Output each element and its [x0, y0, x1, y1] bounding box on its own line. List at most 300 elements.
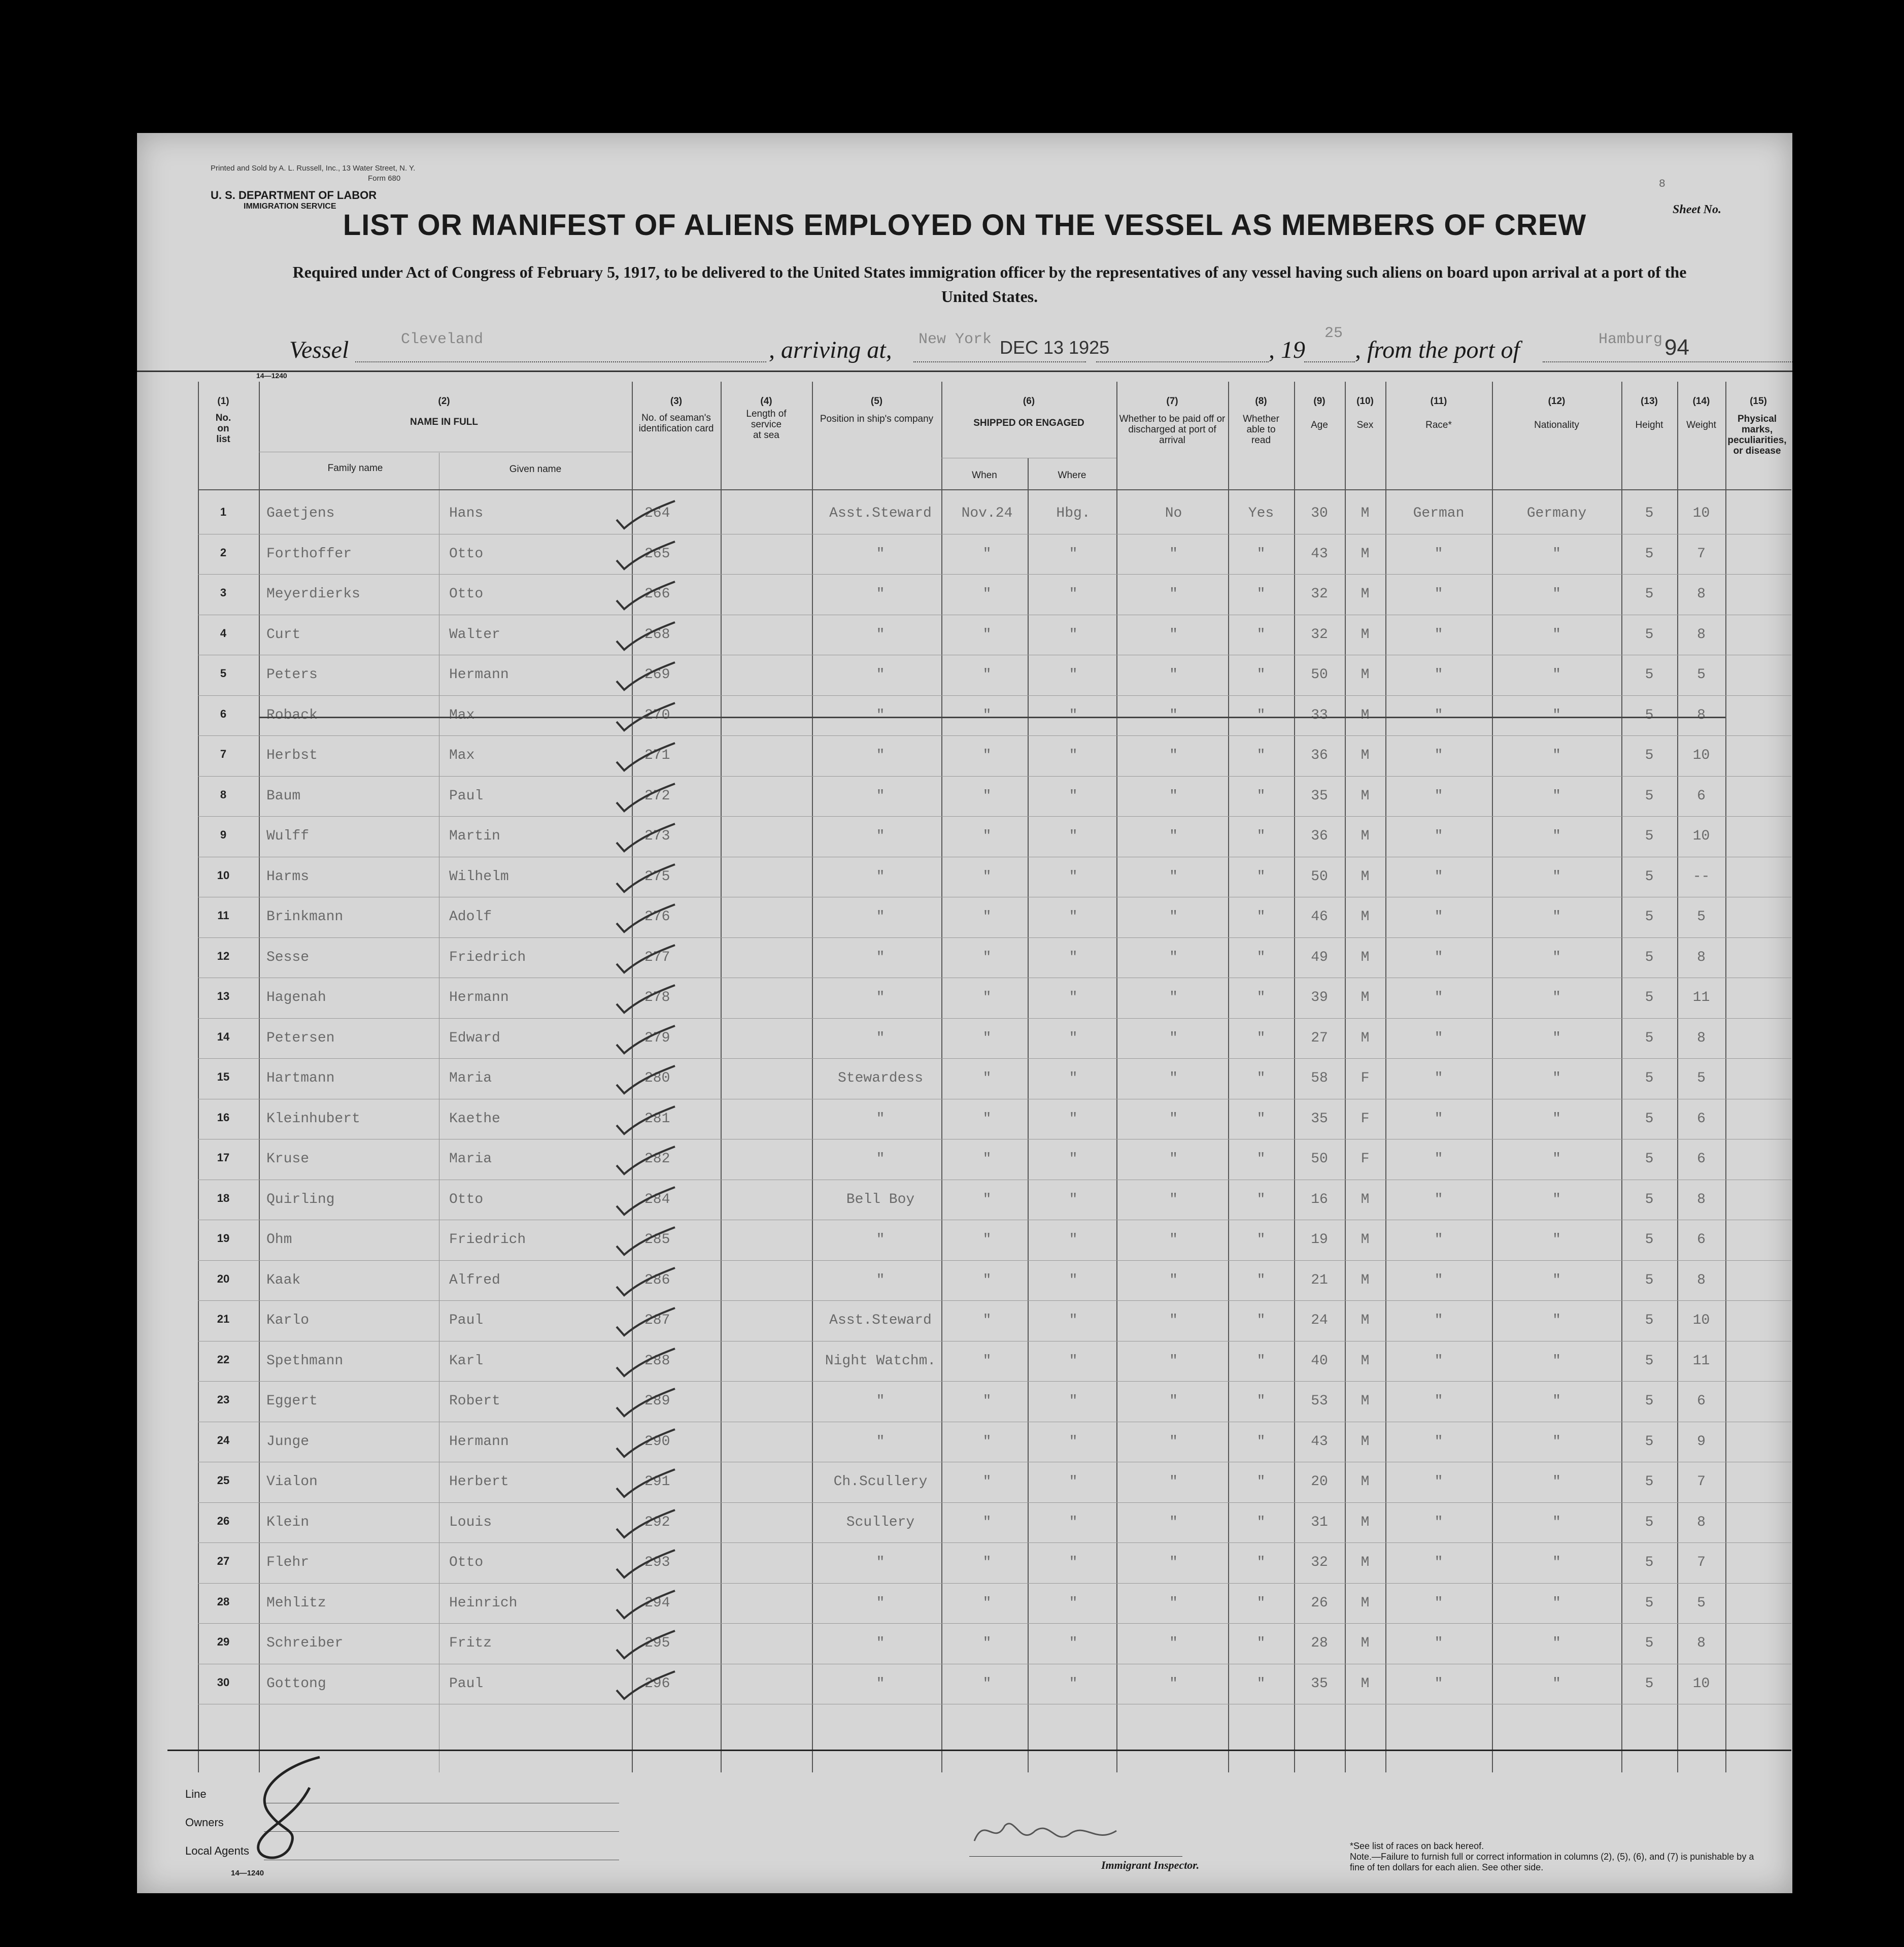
cell-when: " [982, 1595, 992, 1611]
cell-where: " [1069, 707, 1078, 723]
cell-card: 285 [644, 1232, 670, 1248]
cell-card: 266 [644, 586, 670, 602]
cell-given: Fritz [449, 1635, 492, 1651]
cell-family: Kleinhubert [266, 1111, 360, 1127]
cell-card: 279 [644, 1030, 670, 1046]
cell-no: 6 [220, 707, 227, 720]
cell-weight: 10 [1692, 1313, 1710, 1328]
cell-height: 5 [1645, 1675, 1654, 1692]
cell-family: Kaak [266, 1272, 301, 1288]
cell-where: " [1069, 1353, 1078, 1369]
cell-age: 32 [1311, 586, 1328, 602]
cell-nat: " [1552, 1151, 1561, 1167]
cell-card: 294 [644, 1595, 670, 1611]
cell-paid: " [1169, 949, 1178, 965]
cell-height: 5 [1645, 586, 1654, 602]
cell-sex: M [1361, 626, 1370, 643]
cell-family: Curt [266, 626, 301, 643]
cell-family: Flehr [266, 1555, 310, 1570]
cell-race: " [1434, 1232, 1443, 1248]
cell-weight: 10 [1692, 828, 1710, 844]
cell-sex: M [1361, 586, 1370, 602]
col-14-header: (14) Weight [1686, 396, 1716, 430]
cell-race: " [1434, 1474, 1443, 1490]
cell-height: 5 [1645, 949, 1654, 965]
cell-where: Hbg. [1056, 506, 1091, 521]
cell-nat: " [1552, 828, 1561, 844]
cell-paid: " [1169, 1595, 1178, 1611]
cell-given: Otto [449, 1555, 484, 1570]
cell-age: 58 [1311, 1070, 1328, 1086]
check-mark-icon [611, 900, 677, 936]
cell-race: " [1434, 828, 1443, 844]
cell-sex: M [1361, 1272, 1370, 1288]
cell-race: " [1434, 1272, 1443, 1288]
vessel-name: Cleveland [401, 331, 484, 348]
cell-when: " [982, 1555, 992, 1570]
row-rule [198, 1260, 1791, 1261]
cell-paid: " [1169, 1474, 1178, 1490]
cell-family: Roback [266, 707, 318, 723]
cell-weight: 8 [1697, 1030, 1706, 1046]
cell-sex: M [1361, 1191, 1370, 1207]
cell-race: " [1434, 788, 1443, 804]
cell-paid: " [1169, 1555, 1178, 1570]
cell-age: 16 [1311, 1191, 1328, 1207]
cell-position: " [876, 1393, 885, 1409]
cell-given: Kaethe [449, 1111, 500, 1127]
cell-position: " [876, 1111, 885, 1127]
cell-read: " [1256, 1514, 1266, 1530]
cell-family: Wulff [266, 828, 310, 844]
cell-position: " [876, 748, 885, 763]
cell-where: " [1069, 1635, 1078, 1651]
cell-weight: 5 [1697, 667, 1706, 683]
cell-where: " [1069, 1433, 1078, 1450]
cell-family: Karlo [266, 1313, 310, 1328]
cell-family: Petersen [266, 1030, 335, 1046]
cell-card: 281 [644, 1111, 670, 1127]
cell-when: " [982, 1675, 992, 1692]
cell-position: " [876, 828, 885, 844]
cell-race: " [1434, 667, 1443, 683]
cell-where: " [1069, 1030, 1078, 1046]
cell-no: 14 [217, 1030, 230, 1043]
check-mark-icon [611, 739, 677, 775]
check-mark-icon [611, 1102, 677, 1138]
cell-family: Kruse [266, 1151, 310, 1167]
cell-position: Stewardess [837, 1070, 924, 1086]
cell-where: " [1069, 1191, 1078, 1207]
cell-no: 5 [220, 667, 227, 680]
col-2-header: (2) NAME IN FULL [410, 396, 479, 427]
footer-form-code: 14—1240 [231, 1869, 264, 1877]
cell-read: " [1256, 626, 1266, 643]
cell-where: " [1069, 1313, 1078, 1328]
cell-no: 2 [220, 546, 227, 559]
cell-height: 5 [1645, 1111, 1654, 1127]
cell-sex: F [1361, 1151, 1370, 1167]
cell-read: " [1256, 1070, 1266, 1086]
cell-age: 49 [1311, 949, 1328, 965]
cell-age: 35 [1311, 1675, 1328, 1692]
cell-read: " [1256, 1675, 1266, 1692]
cell-age: 24 [1311, 1313, 1328, 1328]
column-divider [721, 382, 722, 1772]
cell-read: " [1256, 546, 1266, 562]
cell-position: Bell Boy [846, 1191, 915, 1207]
row-rule [198, 1502, 1791, 1503]
cell-card: 293 [644, 1555, 670, 1570]
cell-height: 5 [1645, 1272, 1654, 1288]
cell-given: Paul [449, 788, 484, 804]
year-value: 25 [1324, 325, 1343, 342]
check-mark-icon [611, 658, 677, 694]
cell-no: 28 [217, 1595, 230, 1608]
cell-race: " [1434, 1353, 1443, 1369]
row-rule [198, 1583, 1791, 1584]
cell-card: 269 [644, 667, 670, 683]
cell-read: " [1256, 1353, 1266, 1369]
cell-paid: " [1169, 667, 1178, 683]
cell-race: German [1413, 506, 1465, 521]
cell-family: Baum [266, 788, 301, 804]
cell-paid: " [1169, 586, 1178, 602]
cell-sex: M [1361, 1514, 1370, 1530]
cell-given: Paul [449, 1313, 484, 1328]
cell-given: Alfred [449, 1272, 500, 1288]
cell-nat: " [1552, 868, 1561, 885]
cell-paid: " [1169, 1353, 1178, 1369]
cell-when: " [982, 949, 992, 965]
cell-no: 20 [217, 1272, 230, 1285]
cell-position: " [876, 546, 885, 562]
cell-weight: 7 [1697, 546, 1706, 562]
cell-when: " [982, 788, 992, 804]
cell-age: 32 [1311, 626, 1328, 643]
cell-sex: M [1361, 828, 1370, 844]
cell-when: " [982, 1393, 992, 1409]
cell-no: 13 [217, 990, 230, 1002]
cell-height: 5 [1645, 868, 1654, 885]
form-code: 14—1240 [256, 372, 287, 380]
check-mark-icon [611, 538, 677, 573]
cell-where: " [1069, 748, 1078, 763]
cell-paid: " [1169, 626, 1178, 643]
cell-no: 21 [217, 1313, 230, 1325]
cell-weight: 8 [1697, 586, 1706, 602]
cell-family: Herbst [266, 748, 318, 763]
cell-no: 9 [220, 828, 227, 841]
cell-sex: M [1361, 1675, 1370, 1692]
cell-no: 4 [220, 626, 227, 640]
cell-race: " [1434, 1595, 1443, 1611]
cell-weight: 5 [1697, 1070, 1706, 1086]
cell-race: " [1434, 748, 1443, 763]
cell-when: " [982, 828, 992, 844]
cell-race: " [1434, 1675, 1443, 1692]
cell-family: Junge [266, 1433, 310, 1450]
cell-age: 43 [1311, 1433, 1328, 1450]
cell-where: " [1069, 868, 1078, 885]
inspector-label: Immigrant Inspector. [1101, 1859, 1200, 1871]
row-rule [198, 574, 1791, 575]
arrival-port: New York [919, 331, 992, 348]
cell-where: " [1069, 1595, 1078, 1611]
cell-nat: " [1552, 1433, 1561, 1450]
cell-position: " [876, 1595, 885, 1611]
cell-position: " [876, 909, 885, 925]
cell-position: Asst.Steward [829, 506, 932, 521]
cell-family: Eggert [266, 1393, 318, 1409]
cell-nat: " [1552, 990, 1561, 1005]
check-mark-icon [611, 1223, 677, 1259]
cell-where: " [1069, 949, 1078, 965]
cell-race: " [1434, 1070, 1443, 1086]
cell-no: 12 [217, 949, 230, 962]
cell-position: " [876, 1272, 885, 1288]
cell-no: 18 [217, 1191, 230, 1204]
cell-height: 5 [1645, 788, 1654, 804]
check-mark-icon [611, 1425, 677, 1461]
cell-sex: M [1361, 990, 1370, 1005]
cell-when: " [982, 626, 992, 643]
cell-position: " [876, 667, 885, 683]
owners-label: Owners [185, 1816, 224, 1829]
cell-paid: " [1169, 1070, 1178, 1086]
cell-position: " [876, 949, 885, 965]
cell-given: Maria [449, 1151, 492, 1167]
cell-height: 5 [1645, 909, 1654, 925]
cell-age: 21 [1311, 1272, 1328, 1288]
cell-age: 50 [1311, 667, 1328, 683]
cell-height: 5 [1645, 707, 1654, 723]
column-divider [1116, 382, 1117, 1772]
cell-when: " [982, 1635, 992, 1651]
page-subtitle: Required under Act of Congress of February 5, 1917, to be delivered to the United States immigration officer by the representatives of any vessel having such aliens on board upon arrival at a port of the United States. [292, 263, 1687, 306]
cell-height: 5 [1645, 1353, 1654, 1369]
check-mark-icon [611, 1506, 677, 1541]
check-mark-icon [611, 1062, 677, 1097]
check-mark-icon [611, 1465, 677, 1501]
cell-family: Hagenah [266, 990, 326, 1005]
cell-position: " [876, 1555, 885, 1570]
cell-weight: 10 [1692, 748, 1710, 763]
cell-nat: " [1552, 1232, 1561, 1248]
cell-position: " [876, 1635, 885, 1651]
column-divider [1725, 382, 1726, 1772]
cell-weight: 8 [1697, 707, 1706, 723]
cell-read: " [1256, 1111, 1266, 1127]
date-stamp: DEC 13 1925 [1000, 337, 1110, 358]
cell-where: " [1069, 1070, 1078, 1086]
cell-where: " [1069, 1111, 1078, 1127]
cell-no: 17 [217, 1151, 230, 1164]
cell-sex: M [1361, 1555, 1370, 1570]
cell-age: 26 [1311, 1595, 1328, 1611]
cell-no: 27 [217, 1555, 230, 1567]
row-rule [198, 1058, 1791, 1059]
cell-height: 5 [1645, 626, 1654, 643]
cell-when: " [982, 1433, 992, 1450]
cell-no: 19 [217, 1232, 230, 1245]
cell-paid: " [1169, 1433, 1178, 1450]
cell-nat: " [1552, 1070, 1561, 1086]
cell-given: Louis [449, 1514, 492, 1530]
cell-when: " [982, 909, 992, 925]
cell-where: " [1069, 1474, 1078, 1490]
cell-sex: M [1361, 788, 1370, 804]
cell-sex: F [1361, 1111, 1370, 1127]
cell-age: 35 [1311, 788, 1328, 804]
cell-height: 5 [1645, 1232, 1654, 1248]
cell-no: 30 [217, 1675, 230, 1689]
cell-card: 280 [644, 1070, 670, 1086]
check-mark-icon [611, 1546, 677, 1582]
cell-height: 5 [1645, 1595, 1654, 1611]
cell-paid: " [1169, 1635, 1178, 1651]
department-name: U. S. DEPARTMENT OF LABOR [211, 189, 377, 202]
cell-when: " [982, 1111, 992, 1127]
where-subheader: Where [1058, 470, 1086, 481]
cell-sex: M [1361, 1232, 1370, 1248]
cell-height: 5 [1645, 1635, 1654, 1651]
cell-where: " [1069, 667, 1078, 683]
cell-sex: M [1361, 909, 1370, 925]
check-mark-icon [611, 941, 677, 977]
check-mark-icon [611, 1627, 677, 1662]
cell-where: " [1069, 1555, 1078, 1570]
cell-family: Sesse [266, 949, 310, 965]
cell-family: Quirling [266, 1191, 335, 1207]
cell-nat: " [1552, 667, 1561, 683]
cell-age: 30 [1311, 506, 1328, 521]
cell-sex: M [1361, 1313, 1370, 1328]
footer-rule [167, 1750, 1791, 1751]
row-rule [198, 1381, 1791, 1382]
cell-age: 50 [1311, 1151, 1328, 1167]
cell-sex: M [1361, 546, 1370, 562]
cell-nat: " [1552, 1514, 1561, 1530]
departure-port: Hamburg [1599, 331, 1663, 348]
cell-height: 5 [1645, 1030, 1654, 1046]
cell-no: 3 [220, 586, 227, 599]
header-bottom-rule [198, 489, 1791, 490]
cell-weight: 7 [1697, 1474, 1706, 1490]
cell-given: Martin [449, 828, 500, 844]
cell-read: " [1256, 1555, 1266, 1570]
local-agents-label: Local Agents [185, 1844, 249, 1857]
cell-race: " [1434, 868, 1443, 885]
cell-card: 270 [644, 707, 670, 723]
cell-paid: " [1169, 828, 1178, 844]
cell-given: Paul [449, 1675, 484, 1692]
cell-race: " [1434, 1151, 1443, 1167]
cell-card: 271 [644, 748, 670, 763]
cell-height: 5 [1645, 1151, 1654, 1167]
cell-when: " [982, 748, 992, 763]
col-11-header: (11) Race* [1425, 396, 1452, 430]
cell-paid: " [1169, 868, 1178, 885]
cell-weight: 6 [1697, 1393, 1706, 1409]
cell-read: " [1256, 1191, 1266, 1207]
cell-age: 32 [1311, 1555, 1328, 1570]
cell-sex: M [1361, 1433, 1370, 1450]
cell-nat: " [1552, 626, 1561, 643]
check-mark-icon [611, 981, 677, 1017]
cell-no: 23 [217, 1393, 230, 1406]
cell-position: " [876, 868, 885, 885]
cell-nat: " [1552, 1595, 1561, 1611]
cell-race: " [1434, 909, 1443, 925]
cell-sex: M [1361, 949, 1370, 965]
row-rule [198, 1542, 1791, 1543]
cell-sex: M [1361, 667, 1370, 683]
cell-weight: 5 [1697, 909, 1706, 925]
list-number: 94 [1664, 335, 1689, 360]
cell-where: " [1069, 1151, 1078, 1167]
cell-paid: " [1169, 990, 1178, 1005]
cell-nat: " [1552, 707, 1561, 723]
check-mark-icon [611, 1304, 677, 1339]
cell-card: 288 [644, 1353, 670, 1369]
cell-card: 282 [644, 1151, 670, 1167]
cell-family: Ohm [266, 1232, 292, 1248]
col-10-header: (10) Sex [1356, 396, 1374, 430]
cell-given: Robert [449, 1393, 500, 1409]
cell-sex: M [1361, 506, 1370, 521]
cell-paid: " [1169, 1030, 1178, 1046]
cell-family: Peters [266, 667, 318, 683]
cell-sex: M [1361, 1474, 1370, 1490]
cell-read: " [1256, 667, 1266, 683]
cell-when: " [982, 586, 992, 602]
cell-nat: " [1552, 1474, 1561, 1490]
cell-paid: " [1169, 748, 1178, 763]
cell-weight: 7 [1697, 1555, 1706, 1570]
cell-height: 5 [1645, 990, 1654, 1005]
cell-read: " [1256, 949, 1266, 965]
cell-position: Scullery [846, 1514, 915, 1530]
cell-paid: " [1169, 707, 1178, 723]
cell-card: 273 [644, 828, 670, 844]
check-mark-icon [611, 578, 677, 613]
cell-read: " [1256, 1151, 1266, 1167]
cell-when: " [982, 1272, 992, 1288]
cell-where: " [1069, 909, 1078, 925]
printer-credit: Printed and Sold by A. L. Russell, Inc., 13 Water Street, N. Y. Form 680 [211, 164, 416, 183]
line-label: Line [185, 1788, 207, 1800]
cell-age: 36 [1311, 828, 1328, 844]
cell-weight: 6 [1697, 788, 1706, 804]
cell-position: Night Watchm. [825, 1353, 936, 1369]
row-rule [198, 1300, 1791, 1301]
cell-no: 22 [217, 1353, 230, 1366]
cell-sex: F [1361, 1070, 1370, 1086]
cell-position: " [876, 788, 885, 804]
cell-read: " [1256, 788, 1266, 804]
cell-read: " [1256, 1474, 1266, 1490]
cell-height: 5 [1645, 1514, 1654, 1530]
cell-nat: " [1552, 1635, 1561, 1651]
cell-weight: 9 [1697, 1433, 1706, 1450]
cell-height: 5 [1645, 1433, 1654, 1450]
cell-card: 272 [644, 788, 670, 804]
cell-age: 20 [1311, 1474, 1328, 1490]
cell-read: " [1256, 586, 1266, 602]
cell-read: " [1256, 868, 1266, 885]
cell-card: 277 [644, 949, 670, 965]
